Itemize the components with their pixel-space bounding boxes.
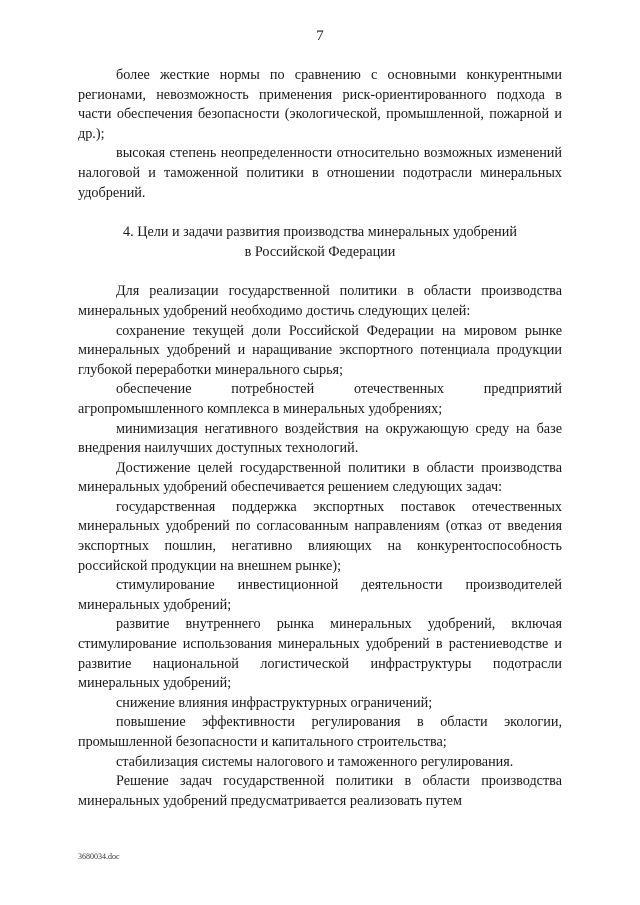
paragraph: повышение эффективности регулирования в области экологии, промышленной безопасности и капитального строительства; xyxy=(78,714,562,750)
paragraph: Для реализации государственной политики в области производства минеральных удобрений необходимо достичь следующих целей: xyxy=(78,283,562,319)
paragraph: Достижение целей государственной политики в области производства минеральных удобрений обеспечивается решением следующих задач: xyxy=(78,459,562,496)
paragraph: стабилизация системы налогового и таможенного регулирования. xyxy=(116,753,514,770)
paragraph: более жесткие нормы по сравнению с основными конкурентными регионами, невозможность применения риск-ориентированного подхода в части обеспечения безопасности (экологической, промышленной, пожарной и др.); xyxy=(78,67,562,142)
document-body xyxy=(78,66,562,811)
paragraph: высокая степень неопределенности относительно возможных изменений налоговой и таможенной политики в отношении подотрасли минеральных удобрений. xyxy=(78,145,562,201)
paragraph: стимулирование инвестиционной деятельности производителей минеральных удобрений; xyxy=(78,577,562,613)
section-heading xyxy=(78,223,562,262)
paragraph: развитие внутреннего рынка минеральных удобрений, включая стимулирование использования минеральных удобрений в растениеводстве и развитие национальной логистической инфраструктуры подотрасли минеральных удобрений; xyxy=(78,616,562,692)
paragraph: Решение задач государственной политики в области производства минеральных удобрений предусматривается реализовать путем xyxy=(78,773,562,809)
paragraph: сохранение текущей доли Российской Федерации на мировом рынке минеральных удобрений и наращивание экспортного потенциала продукции глубокой переработки минерального сырья; xyxy=(78,322,562,378)
paragraph: государственная поддержка экспортных поставок отечественных минеральных удобрений по согласованным направлениям (отказ от введения экспортных пошлин, негативно влияющих на конкурентоспособность российской продукции на внешнем рынке); xyxy=(78,498,562,574)
page-number: 7 xyxy=(316,28,324,44)
paragraph: обеспечение потребностей отечественных предприятий агропромышленного комплекса в минеральных удобрениях; xyxy=(78,381,562,417)
section-heading-line: 4. Цели и задачи развития производства минеральных удобрений xyxy=(123,224,517,241)
paragraph: минимизация негативного воздействия на окружающую среду на базе внедрения наилучших доступных технологий. xyxy=(78,420,562,457)
paragraph: снижение влияния инфраструктурных ограничений; xyxy=(116,694,433,711)
footer-filename: 3680034.doc xyxy=(78,852,120,861)
section-heading-line: в Российской Федерации xyxy=(244,243,396,260)
